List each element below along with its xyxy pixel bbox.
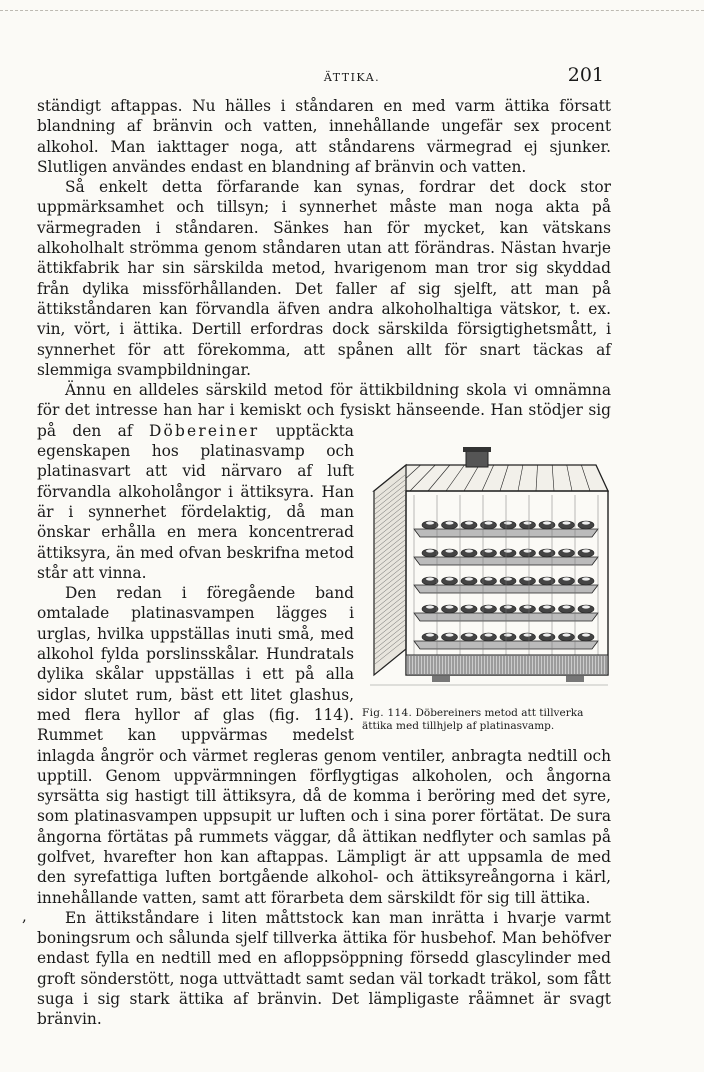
roof xyxy=(374,465,608,491)
watch-glass xyxy=(524,521,532,524)
watch-glass xyxy=(485,577,493,580)
watch-glass xyxy=(446,577,454,580)
watch-glass xyxy=(543,521,551,524)
glasshouse-illustration xyxy=(366,429,611,699)
left-wall xyxy=(374,465,406,675)
watch-glass xyxy=(465,521,473,524)
watch-glass xyxy=(426,521,434,524)
watch-glass xyxy=(504,549,512,552)
paragraph-3-end: upptäckta egenskapen hos platinasvamp och platinasvart att vid närvaro af luft förvandla alkoholångor i ättiksyra. Han är i synnerhet fördelaktig, då man önskar erhålla en mera koncentrerad ättiksyra, än med ofvan beskrifna metod står att vinna. xyxy=(37,421,354,582)
watch-glass xyxy=(563,633,571,636)
watch-glass xyxy=(426,549,434,552)
watch-glass xyxy=(563,521,571,524)
running-header: ÄTTIKA. xyxy=(323,71,381,84)
watch-glass xyxy=(563,549,571,552)
paragraph-3-start: Ännu en alldeles särskild metod för ättikbildning skola vi omnämna för det intresse han har i kemiskt och fysiskt hänseende. Han stödjer sig på den af xyxy=(37,381,611,440)
watch-glass xyxy=(504,633,512,636)
watch-glass xyxy=(465,633,473,636)
figure-caption-text: Döbereiners metod att tillverka ättika med tillhjelp af platinasvamp. xyxy=(362,706,584,732)
watch-glass xyxy=(543,605,551,608)
watch-glass xyxy=(504,521,512,524)
paragraph-1: ständigt aftappas. Nu hälles i ståndaren en med varm ättika försatt blandning af bränvin och vatten, innehållande ungefär sex procent alkohol. Man iakttager noga, att ståndarens värmegrad ej sjunker. Slutligen användes endast en blandning af bränvin och vatten. xyxy=(37,97,611,176)
roof-vent-cap xyxy=(463,447,491,452)
watch-glass xyxy=(563,577,571,580)
roof-vent xyxy=(466,451,488,467)
watch-glass xyxy=(524,605,532,608)
paragraph-3 xyxy=(37,380,611,732)
watch-glass xyxy=(485,633,493,636)
watch-glass xyxy=(465,549,473,552)
body-text xyxy=(37,96,611,1030)
scan-edge-rule xyxy=(0,10,704,11)
paragraph-5: En ättikståndare i liten måttstock kan man inrätta i hvarje varmt boningsrum och sålunda sjelf tillverka ättika för husbehof. Man behöfver endast fylla en nedtill med en afloppsöppning försedd glascylinder med groft sönderstött, noga uttvättadt samt sedan väl torkadt träkol, som fått suga i sig stark ättika af bränvin. Det lämpligaste råämnet är svagt bränvin. xyxy=(37,908,611,1029)
watch-glass xyxy=(426,633,434,636)
author-name: Döbereiner xyxy=(148,421,260,440)
watch-glass xyxy=(582,605,590,608)
page-number: 201 xyxy=(567,64,604,86)
vent-left xyxy=(432,676,450,682)
watch-glass xyxy=(446,633,454,636)
watch-glass xyxy=(582,549,590,552)
watch-glass xyxy=(426,605,434,608)
figure-caption xyxy=(362,707,611,733)
paragraph-4: Den redan i föregående band omtalade platinasvampen lägges i urglas, hvilka uppställas inuti små, med alkohol fylda porslinsskålar. Hundratals dylika skålar uppställas i ett på alla sidor slutet rum, bäst ett litet glashus, med flera hyllor af glas (fig. 114). Rummet kan uppvärmas medelst inlagda ångrör och värmet regleras genom ventiler, anbragta nedtill och upptill. Genom uppvärmningen förflygtigas alkoholen, och ångorna syrsätta sig hastigt till ättiksyra, då de komma i beröring med det syre, som platinasvampen uppsupit ur luften och i sina porer förtätat. De sura ångorna förtätas på rummets väggar, då ättikan nedflyter och samlas på golfvet, hvarefter hon kan aftappas. Lämpligt är att uppsamla de med den syrefattiga luften bortgående alkohol- och ättiksyreångorna i kärl, innehållande vatten, samt att förarbeta dem särskildt för sig till ättika. xyxy=(37,584,611,907)
margin-mark: , xyxy=(22,907,27,925)
vent-right xyxy=(566,676,584,682)
watch-glass xyxy=(563,605,571,608)
figure-label: Fig. 114. xyxy=(362,706,413,719)
watch-glass xyxy=(543,633,551,636)
watch-glass xyxy=(582,633,590,636)
watch-glass xyxy=(446,549,454,552)
watch-glass xyxy=(446,521,454,524)
watch-glass xyxy=(426,577,434,580)
watch-glass xyxy=(524,577,532,580)
watch-glass xyxy=(446,605,454,608)
watch-glass xyxy=(524,633,532,636)
watch-glass xyxy=(582,577,590,580)
paragraph-2: Så enkelt detta förfarande kan synas, fordrar det dock stor uppmärksamhet och tillsyn; i synnerhet måste man noga akta på värmegraden i ståndaren. Sänkes han för mycket, kan vätskans alkoholhalt strömma genom ståndaren utan att förändras. Nästan hvarje ättikfabrik har sin särskilda metod, hvarigenom man tror sig skyddad från dylika missförhållanden. Det faller af sig sjelft, att man på ättikståndaren kan förvandla äfven andra alkoholhaltiga vätskor, t. ex. vin, vört, i ättika. Dertill erfordras dock särskilda försigtighetsmått, i synnerhet för att förekomma, att spånen allt för snart täckas af slemmiga svampbildningar. xyxy=(37,178,611,379)
watch-glass xyxy=(465,577,473,580)
watch-glass xyxy=(582,521,590,524)
watch-glass xyxy=(543,577,551,580)
watch-glass xyxy=(485,549,493,552)
watch-glass xyxy=(485,605,493,608)
figure-114 xyxy=(362,429,611,733)
watch-glass xyxy=(485,521,493,524)
watch-glass xyxy=(543,549,551,552)
watch-glass xyxy=(504,605,512,608)
watch-glass xyxy=(524,549,532,552)
watch-glass xyxy=(504,577,512,580)
watch-glass xyxy=(465,605,473,608)
